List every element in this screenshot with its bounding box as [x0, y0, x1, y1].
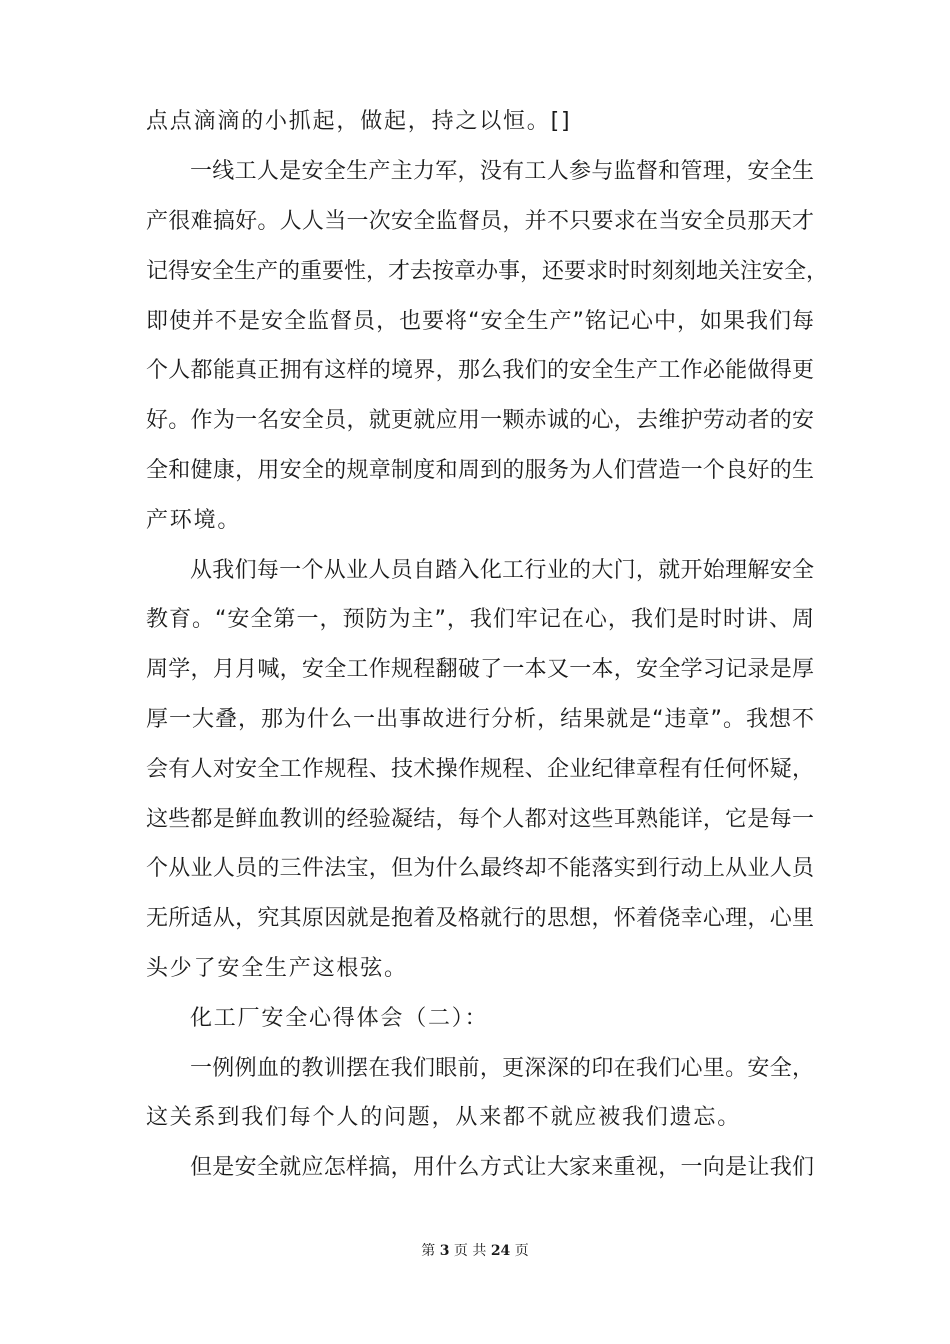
page-number: 3	[439, 1243, 450, 1259]
page-footer	[0, 1242, 950, 1260]
paragraph-first-line: 一例例血的教训摆在我们眼前，更深深的印在我们心里。安全，	[190, 1056, 814, 1081]
paragraph-first-line: 但是安全就应怎样搞，用什么方式让大家来重视，一向是让我们	[190, 1155, 814, 1180]
text-line: 这些都是鲜血教训的经验凝结，每个人都对这些耳熟能详，它是每一	[146, 807, 814, 832]
text-line: 点点滴滴的小抓起，做起，持之以恒。[]	[146, 109, 572, 134]
footer-middle: 页 共	[453, 1243, 487, 1259]
text-line: 这关系到我们每个人的问题，从来都不就应被我们遗忘。	[146, 1105, 742, 1130]
text-line: 无所适从，究其原因就是抱着及格就行的思想，怀着侥幸心理，心里	[146, 906, 814, 931]
footer-prefix: 第	[421, 1243, 436, 1259]
text-line: 个人都能真正拥有这样的境界，那么我们的安全生产工作必能做得更	[146, 358, 814, 383]
text-line: 个从业人员的三件法宝，但为什么最终却不能落实到行动上从业人员	[146, 856, 814, 881]
total-pages: 24	[490, 1243, 511, 1259]
text-line: 头少了安全生产这根弦。	[146, 956, 408, 981]
section-heading: 化工厂安全心得体会（二）：	[190, 1006, 489, 1031]
text-line: 好。作为一名安全员，就更就应用一颗赤诚的心，去维护劳动者的安	[146, 408, 814, 433]
text-line: 周学，月月喊，安全工作规程翻破了一本又一本，安全学习记录是厚	[146, 657, 814, 682]
text-line: 教育。“安全第一，预防为主”，我们牢记在心，我们是时时讲、周	[146, 607, 814, 632]
text-line: 记得安全生产的重要性，才去按章办事，还要求时时刻刻地关注安全，	[146, 259, 829, 284]
text-line: 全和健康，用安全的规章制度和周到的服务为人们营造一个良好的生	[146, 458, 814, 483]
paragraph-first-line: 一线工人是安全生产主力军，没有工人参与监督和管理，安全生	[190, 159, 814, 184]
paragraph-first-line: 从我们每一个从业人员自踏入化工行业的大门，就开始理解安全	[190, 558, 814, 583]
text-line: 会有人对安全工作规程、技术操作规程、企业纪律章程有任何怀疑，	[146, 757, 814, 782]
text-line: 厚一大叠，那为什么一出事故进行分析，结果就是“违章”。我想不	[146, 707, 814, 732]
footer-suffix: 页	[514, 1243, 529, 1259]
text-line: 即使并不是安全监督员，也要将“安全生产”铭记心中，如果我们每	[146, 309, 814, 334]
text-line: 产很难搞好。人人当一次安全监督员，并不只要求在当安全员那天才	[146, 209, 814, 234]
text-line: 产环境。	[146, 508, 242, 533]
